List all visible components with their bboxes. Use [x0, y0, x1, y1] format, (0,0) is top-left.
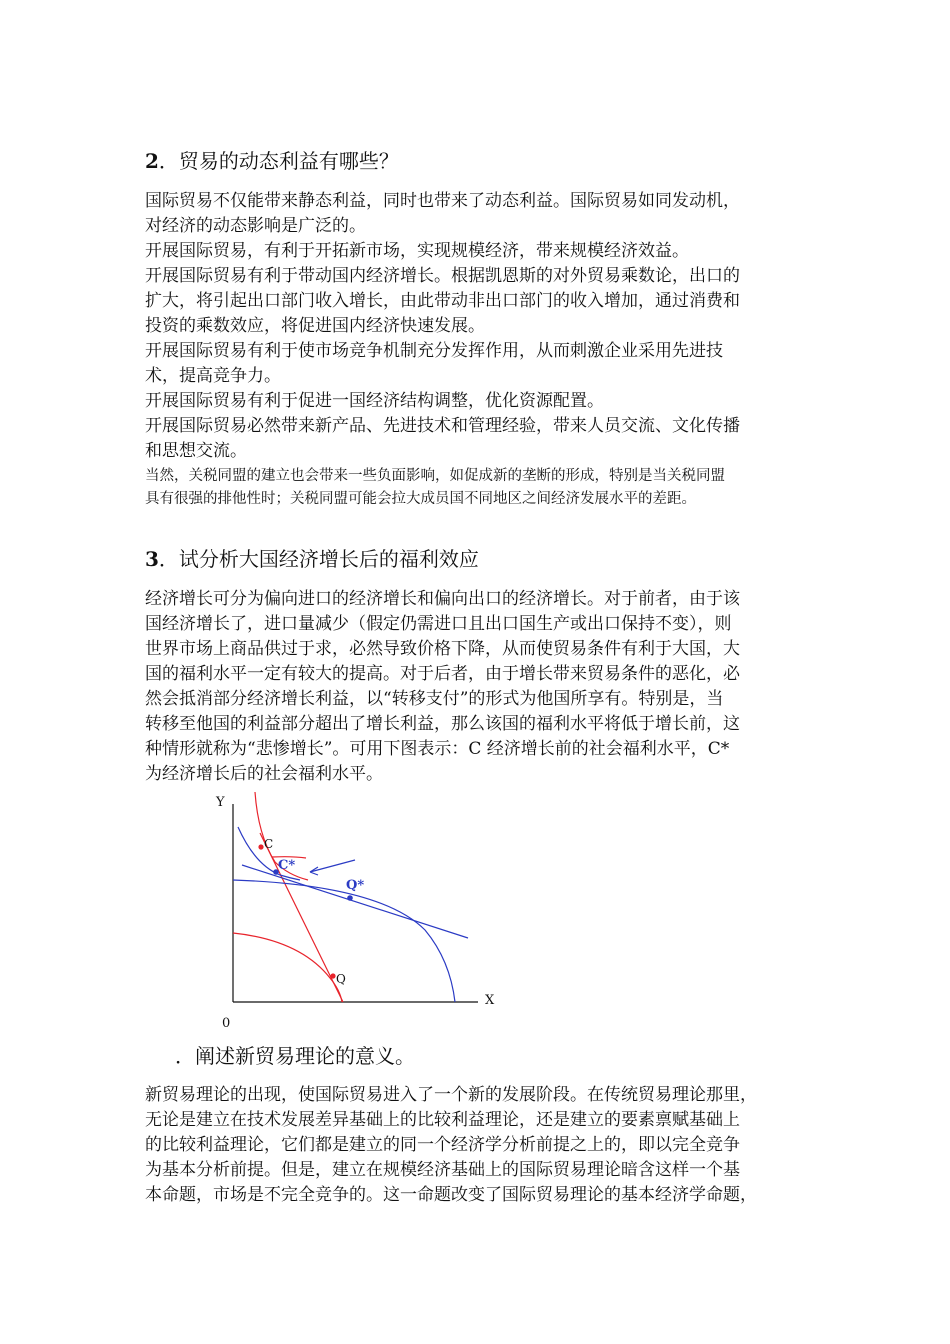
- section-2-paragraph-3: 开展国际贸易有利于带动国内经济增长。根据凯恩斯的对外贸易乘数论，出口的 扩大，将引起出口部门收入增长，由此带动非出口部门的收入增加，通过消费和 投资的乘数效应，将促进国内经济快速发展。: [145, 266, 740, 336]
- point-q-star-label: Q*: [346, 878, 365, 893]
- section-2-paragraph-2: 开展国际贸易，有利于开拓新市场，实现规模经济，带来规模经济效益。: [145, 241, 689, 261]
- section-2-title: ．贸易的动态利益有哪些？: [158, 149, 399, 173]
- section-3-paragraph: 经济增长可分为偏向进口的经济增长和偏向出口的经济增长。对于前者，由于该 国经济增长了，进口量减少（假定仍需进口且出口国生产或出口保持不变），则 世界市场上商品供过于求，必然导致价格下降，从而使贸易条件有利于大国，大 国的福利水平一定有较大的提高。对于后者，由于增长带来贸易条件的恶化，必 然会抵消部分经济增长利益，以“转移支付”的形式为他国所享有。特别是，当 转移至他国的利益部分超出了增长利益，那么该国的福利水平将低于增长前，这 种情形就称为“悲惨增长”。可用下图表示：C 经济增长前的社会福利水平，C* 为经济增长后的社会福利水平。: [145, 589, 740, 784]
- section-2-number: 2: [145, 149, 159, 173]
- section-2-heading: [145, 148, 399, 174]
- x-axis-label: X: [485, 993, 495, 1008]
- section-2-paragraph-4: 开展国际贸易有利于使市场竞争机制充分发挥作用，从而刺激企业采用先进技 术，提高竞争力。: [145, 341, 723, 386]
- origin-label: 0: [222, 1016, 231, 1031]
- y-axis-label: Y: [216, 795, 225, 810]
- section-3-title: ．试分析大国经济增长后的福利效应: [158, 547, 479, 571]
- section-2-paragraph-6: 开展国际贸易必然带来新产品、先进技术和管理经验，带来人员交流、文化传播 和思想交流。: [145, 416, 740, 461]
- section-4-paragraph: 新贸易理论的出现，使国际贸易进入了一个新的发展阶段。在传统贸易理论那里， 无论是建立在技术发展差异基础上的比较利益理论，还是建立的要素禀赋基础上 的比较利益理论，它们都是建立的同一个经济学分析前提之上的，即以完全竞争 为基本分析前提。但是，建立在规模经济基础上的国际贸易理论暗含这样一个基 本命题，市场是不完全竞争的。这一命题改变了国际贸易理论的基本经济学命题，: [145, 1085, 757, 1205]
- new-terms-of-trade-line: [242, 865, 468, 938]
- section-2-paragraph-1: 国际贸易不仅能带来静态利益，同时也带来了动态利益。国际贸易如同发动机， 对经济的动态影响是广泛的。: [145, 191, 740, 236]
- point-q-label: Q: [336, 972, 346, 986]
- section-3-number: 3: [145, 547, 159, 571]
- welfare-diagram: [200, 790, 520, 1035]
- arrow-line: [310, 860, 355, 872]
- point-c: [258, 844, 263, 849]
- point-c-star-label: C*: [278, 858, 296, 873]
- section-4-title: ．阐述新贸易理论的意义。: [175, 1044, 415, 1068]
- section-2-paragraph-5: 开展国际贸易有利于促进一国经济结构调整，优化资源配置。: [145, 391, 604, 411]
- section-3-heading: [145, 546, 479, 572]
- point-c-label: C: [264, 837, 274, 851]
- point-q: [330, 973, 335, 978]
- section-4-heading: [175, 1043, 415, 1069]
- point-q-star: [347, 895, 353, 901]
- section-2-note: 当然，关税同盟的建立也会带来一些负面影响，如促成新的垄断的形成，特别是当关税同盟 具有很强的排他性时；关税同盟可能会拉大成员国不同地区之间经济发展水平的差距。: [145, 468, 725, 507]
